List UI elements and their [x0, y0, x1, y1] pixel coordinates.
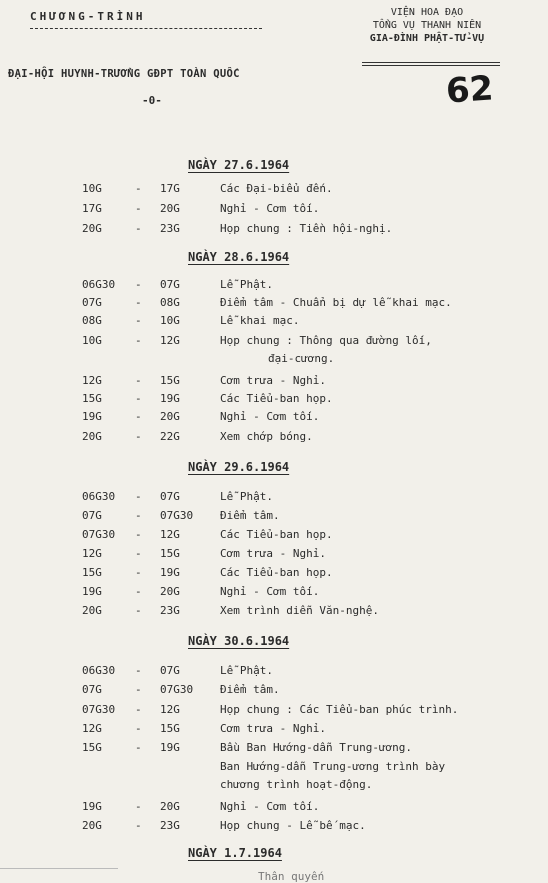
- start-time: 06G30: [82, 490, 116, 503]
- end-time: 20G: [160, 800, 180, 813]
- activity: Các Đại-biểu đến.: [220, 182, 333, 195]
- activity: Nghỉ - Cơm tối.: [220, 202, 320, 215]
- end-time: 23G: [160, 604, 180, 617]
- time-dash: -: [135, 819, 142, 832]
- activity: Điểm tâm - Chuẩn bị dự lễ khai mạc.: [220, 296, 452, 309]
- day-date: NGÀY 27.6.1964: [188, 158, 290, 172]
- schedule-row: [0, 200, 548, 218]
- schedule-row: [0, 408, 548, 426]
- end-time: 07G30: [160, 509, 194, 522]
- activity: Xem chớp bóng.: [220, 430, 313, 443]
- time-dash: -: [135, 585, 142, 598]
- time-dash: -: [135, 703, 142, 716]
- schedule-row: [0, 545, 548, 563]
- handwritten-page-number: 62: [444, 68, 495, 112]
- day-date: NGÀY 29.6.1964: [188, 460, 290, 474]
- activity: Lễ Phật.: [220, 664, 273, 677]
- activity: Điểm tâm.: [220, 683, 280, 696]
- schedule-row: [0, 701, 548, 719]
- time-dash: -: [135, 314, 142, 327]
- schedule-row: [0, 817, 548, 835]
- activity: Các Tiểu-ban họp.: [220, 392, 333, 405]
- schedule-row: [0, 390, 548, 408]
- schedule-row: [0, 312, 548, 330]
- start-time: 15G: [82, 392, 102, 405]
- activity: Họp chung : Tiền hội-nghị.: [220, 222, 393, 235]
- end-time: 15G: [160, 374, 180, 387]
- cut-off-line: Thân quyến: [258, 870, 325, 883]
- time-dash: -: [135, 528, 142, 541]
- time-dash: -: [135, 722, 142, 735]
- end-time: 19G: [160, 566, 180, 579]
- start-time: 17G: [82, 202, 102, 215]
- time-dash: -: [135, 664, 142, 677]
- start-time: 20G: [82, 819, 102, 832]
- activity: Cơm trưa - Nghỉ.: [220, 722, 326, 735]
- end-time: 19G: [160, 741, 180, 754]
- end-time: 07G: [160, 278, 180, 291]
- activity-continuation: chương trình hoạt-động.: [220, 778, 373, 791]
- end-time: 12G: [160, 528, 180, 541]
- start-time: 07G: [82, 296, 102, 309]
- schedule-row: [0, 583, 548, 601]
- schedule-row: [0, 602, 548, 620]
- issuer-underline-1: [362, 62, 500, 63]
- end-time: 20G: [160, 410, 180, 423]
- activity: Cơm trưa - Nghỉ.: [220, 374, 326, 387]
- end-time: 07G30: [160, 683, 194, 696]
- start-time: 20G: [82, 430, 102, 443]
- start-time: 07G: [82, 683, 102, 696]
- activity: Họp chung : Thông qua đường lối,: [220, 334, 432, 347]
- end-time: 07G: [160, 490, 180, 503]
- issuer-line-3: GIA-ĐÌNH PHẬT-TỬ-VỤ: [369, 33, 485, 44]
- activity: Xem trình diễn Văn-nghệ.: [220, 604, 379, 617]
- day-date: NGÀY 1.7.1964: [188, 846, 282, 860]
- end-time: 22G: [160, 430, 180, 443]
- activity: Nghỉ - Cơm tối.: [220, 585, 320, 598]
- schedule-row: [0, 681, 548, 699]
- schedule-row: [0, 798, 548, 816]
- start-time: 07G30: [82, 528, 116, 541]
- end-time: 19G: [160, 392, 180, 405]
- start-time: 12G: [82, 374, 102, 387]
- end-time: 15G: [160, 547, 180, 560]
- end-time: 08G: [160, 296, 180, 309]
- activity: Họp chung - Lễ bế mạc.: [220, 819, 366, 832]
- schedule-row: [0, 507, 548, 525]
- time-dash: -: [135, 547, 142, 560]
- schedule-row: [0, 220, 548, 238]
- time-dash: -: [135, 334, 142, 347]
- schedule-row: [0, 720, 548, 738]
- end-time: 10G: [160, 314, 180, 327]
- time-dash: -: [135, 430, 142, 443]
- start-time: 10G: [82, 334, 102, 347]
- activity: Lễ Phật.: [220, 490, 273, 503]
- start-time: 19G: [82, 800, 102, 813]
- schedule-row: [0, 739, 548, 757]
- start-time: 19G: [82, 585, 102, 598]
- start-time: 08G: [82, 314, 102, 327]
- activity: Các Tiểu-ban họp.: [220, 566, 333, 579]
- time-dash: -: [135, 490, 142, 503]
- end-time: 17G: [160, 182, 180, 195]
- day-date: NGÀY 28.6.1964: [188, 250, 290, 264]
- schedule-row: [0, 276, 548, 294]
- end-time: 07G: [160, 664, 180, 677]
- time-dash: -: [135, 278, 142, 291]
- schedule-row: [0, 526, 548, 544]
- time-dash: -: [135, 182, 142, 195]
- activity-continuation: đại-cương.: [268, 352, 335, 365]
- time-dash: -: [135, 683, 142, 696]
- day-date: NGÀY 30.6.1964: [188, 634, 290, 648]
- time-dash: -: [135, 296, 142, 309]
- end-time: 23G: [160, 819, 180, 832]
- end-time: 12G: [160, 703, 180, 716]
- activity: Họp chung : Các Tiểu-ban phúc trình.: [220, 703, 459, 716]
- time-dash: -: [135, 374, 142, 387]
- time-dash: -: [135, 509, 142, 522]
- start-time: 07G: [82, 509, 102, 522]
- start-time: 20G: [82, 222, 102, 235]
- activity: Điểm tâm.: [220, 509, 280, 522]
- end-time: 23G: [160, 222, 180, 235]
- issuer-line-1: VIỆN HOA ĐẠO: [390, 7, 464, 18]
- schedule-row: [0, 372, 548, 390]
- time-dash: -: [135, 222, 142, 235]
- activity: Lễ Phật.: [220, 278, 273, 291]
- schedule-row: [0, 488, 548, 506]
- start-time: 07G30: [82, 703, 116, 716]
- schedule-row: [0, 180, 548, 198]
- issuer-block: [322, 6, 532, 45]
- schedule-row: [0, 662, 548, 680]
- activity: Nghỉ - Cơm tối.: [220, 410, 320, 423]
- program-title: CHƯƠNG-TRÌNH: [30, 10, 146, 23]
- schedule-row: [0, 564, 548, 582]
- start-time: 12G: [82, 547, 102, 560]
- schedule-row: [0, 428, 548, 446]
- title-separator: -0-: [142, 94, 162, 107]
- end-time: 20G: [160, 202, 180, 215]
- activity: Lễ khai mạc.: [220, 314, 300, 327]
- schedule-row: [0, 332, 548, 350]
- time-dash: -: [135, 392, 142, 405]
- time-dash: -: [135, 741, 142, 754]
- activity-continuation: Ban Hướng-dẫn Trung-ương trình bày: [220, 760, 446, 773]
- program-title-underline: [30, 28, 262, 29]
- end-time: 15G: [160, 722, 180, 735]
- start-time: 06G30: [82, 278, 116, 291]
- conference-title: ĐẠI-HỘI HUYNH-TRƯỞNG GĐPT TOÀN QUỐC: [8, 68, 240, 80]
- start-time: 15G: [82, 566, 102, 579]
- activity: Nghỉ - Cơm tối.: [220, 800, 320, 813]
- start-time: 12G: [82, 722, 102, 735]
- time-dash: -: [135, 566, 142, 579]
- start-time: 19G: [82, 410, 102, 423]
- start-time: 06G30: [82, 664, 116, 677]
- time-dash: -: [135, 604, 142, 617]
- time-dash: -: [135, 410, 142, 423]
- issuer-line-2: TỔNG VỤ THANH NIÊN: [372, 20, 482, 31]
- time-dash: -: [135, 800, 142, 813]
- schedule-row: [0, 294, 548, 312]
- time-dash: -: [135, 202, 142, 215]
- issuer-underline-2: [362, 65, 500, 66]
- activity: Bầu Ban Hướng-dẫn Trung-ương.: [220, 741, 413, 754]
- activity: Cơm trưa - Nghỉ.: [220, 547, 326, 560]
- end-time: 20G: [160, 585, 180, 598]
- page-bottom-rule: [0, 868, 118, 869]
- end-time: 12G: [160, 334, 180, 347]
- start-time: 10G: [82, 182, 102, 195]
- start-time: 20G: [82, 604, 102, 617]
- start-time: 15G: [82, 741, 102, 754]
- activity: Các Tiểu-ban họp.: [220, 528, 333, 541]
